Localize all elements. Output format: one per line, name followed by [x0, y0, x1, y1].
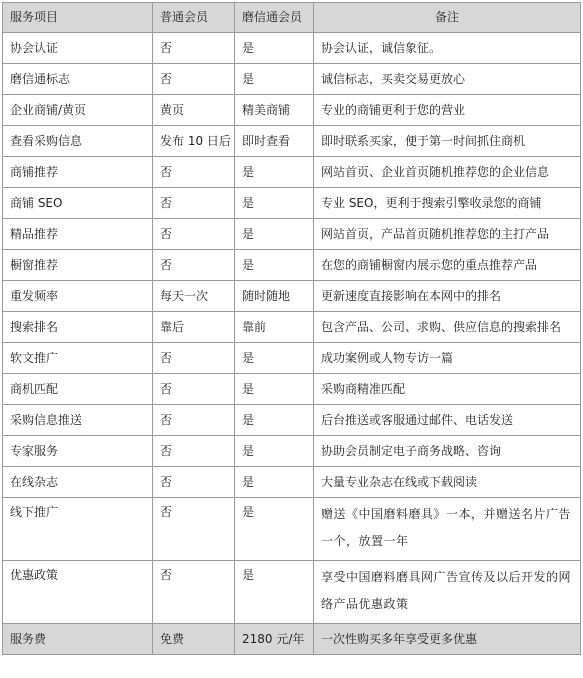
service-item-cell: 商铺 SEO [3, 188, 153, 219]
table-row [3, 219, 581, 250]
regular-member-cell: 否 [153, 219, 235, 250]
remarks-cell: 专业 SEO，更利于搜索引擎收录您的商铺 [314, 188, 581, 219]
table-row [3, 281, 581, 312]
table-row [3, 157, 581, 188]
regular-member-cell: 否 [153, 436, 235, 467]
moxintong-member-cell: 是 [235, 188, 314, 219]
regular-member-cell: 否 [153, 64, 235, 95]
moxintong-member-cell: 是 [235, 561, 314, 624]
remarks-cell: 专业的商铺更利于您的营业 [314, 95, 581, 126]
moxintong-member-cell: 靠前 [235, 312, 314, 343]
regular-member-cell: 靠后 [153, 312, 235, 343]
remarks-cell: 网站首页、企业首页随机推荐您的企业信息 [314, 157, 581, 188]
moxintong-member-cell: 是 [235, 436, 314, 467]
service-item-cell: 橱窗推荐 [3, 250, 153, 281]
service-item-cell: 磨信通标志 [3, 64, 153, 95]
service-item-cell: 优惠政策 [3, 561, 153, 624]
remarks-cell: 诚信标志，买卖交易更放心 [314, 64, 581, 95]
table-row [3, 343, 581, 374]
regular-member-cell: 否 [153, 343, 235, 374]
moxintong-member-cell: 是 [235, 405, 314, 436]
header-moxintong-member: 磨信通会员 [235, 3, 314, 33]
regular-member-cell: 否 [153, 374, 235, 405]
moxintong-member-cell: 是 [235, 498, 314, 561]
remarks-cell: 赠送《中国磨料磨具》一本，并赠送名片广告一个，放置一年 [314, 498, 581, 561]
table-row [3, 467, 581, 498]
moxintong-member-cell: 是 [235, 343, 314, 374]
remarks-cell: 享受中国磨料磨具网广告宣传及以后开发的网络产品优惠政策 [314, 561, 581, 624]
service-fee-label: 服务费 [3, 624, 153, 655]
table-row [3, 188, 581, 219]
remarks-cell: 包含产品、公司、求购、供应信息的搜索排名 [314, 312, 581, 343]
header-regular-member: 普通会员 [153, 3, 235, 33]
regular-member-cell: 发布 10 日后 [153, 126, 235, 157]
table-row [3, 436, 581, 467]
service-item-cell: 商机匹配 [3, 374, 153, 405]
regular-member-cell: 每天一次 [153, 281, 235, 312]
remarks-cell: 网站首页，产品首页随机推荐您的主打产品 [314, 219, 581, 250]
table-row [3, 405, 581, 436]
table-row [3, 64, 581, 95]
moxintong-member-cell: 精美商铺 [235, 95, 314, 126]
regular-member-cell: 否 [153, 250, 235, 281]
service-item-cell: 协会认证 [3, 33, 153, 64]
remarks-cell: 在您的商铺橱窗内展示您的重点推荐产品 [314, 250, 581, 281]
moxintong-member-cell: 是 [235, 219, 314, 250]
membership-comparison-table [2, 2, 581, 655]
service-item-cell: 线下推广 [3, 498, 153, 561]
remarks-cell: 成功案例或人物专访一篇 [314, 343, 581, 374]
table-row [3, 498, 581, 561]
service-item-cell: 采购信息推送 [3, 405, 153, 436]
header-row [3, 3, 581, 33]
table-row [3, 95, 581, 126]
service-item-cell: 精品推荐 [3, 219, 153, 250]
service-fee-moxintong: 2180 元/年 [235, 624, 314, 655]
service-item-cell: 搜索排名 [3, 312, 153, 343]
remarks-cell: 采购商精准匹配 [314, 374, 581, 405]
table-row [3, 561, 581, 624]
moxintong-member-cell: 是 [235, 250, 314, 281]
moxintong-member-cell: 是 [235, 467, 314, 498]
table-row [3, 312, 581, 343]
service-item-cell: 重发频率 [3, 281, 153, 312]
service-fee-regular: 免费 [153, 624, 235, 655]
remarks-cell: 即时联系买家，便于第一时间抓住商机 [314, 126, 581, 157]
moxintong-member-cell: 是 [235, 374, 314, 405]
moxintong-member-cell: 是 [235, 33, 314, 64]
footer-row [3, 624, 581, 655]
table-row [3, 374, 581, 405]
moxintong-member-cell: 随时随地 [235, 281, 314, 312]
regular-member-cell: 否 [153, 498, 235, 561]
table-row [3, 250, 581, 281]
service-item-cell: 商铺推荐 [3, 157, 153, 188]
remarks-cell: 协助会员制定电子商务战略、咨询 [314, 436, 581, 467]
table-row [3, 126, 581, 157]
regular-member-cell: 黄页 [153, 95, 235, 126]
remarks-cell: 更新速度直接影响在本网中的排名 [314, 281, 581, 312]
service-item-cell: 专家服务 [3, 436, 153, 467]
moxintong-member-cell: 即时查看 [235, 126, 314, 157]
remarks-cell: 后台推送或客服通过邮件、电话发送 [314, 405, 581, 436]
table-row [3, 33, 581, 64]
header-remarks: 备注 [314, 3, 581, 33]
regular-member-cell: 否 [153, 561, 235, 624]
remarks-cell: 协会认证，诚信象征。 [314, 33, 581, 64]
moxintong-member-cell: 是 [235, 157, 314, 188]
regular-member-cell: 否 [153, 33, 235, 64]
moxintong-member-cell: 是 [235, 64, 314, 95]
regular-member-cell: 否 [153, 467, 235, 498]
regular-member-cell: 否 [153, 157, 235, 188]
remarks-cell: 大量专业杂志在线或下载阅读 [314, 467, 581, 498]
service-item-cell: 企业商铺/黄页 [3, 95, 153, 126]
service-item-cell: 软文推广 [3, 343, 153, 374]
regular-member-cell: 否 [153, 188, 235, 219]
service-item-cell: 在线杂志 [3, 467, 153, 498]
service-item-cell: 查看采购信息 [3, 126, 153, 157]
service-fee-note: 一次性购买多年享受更多优惠 [314, 624, 581, 655]
header-service-item: 服务项目 [3, 3, 153, 33]
regular-member-cell: 否 [153, 405, 235, 436]
